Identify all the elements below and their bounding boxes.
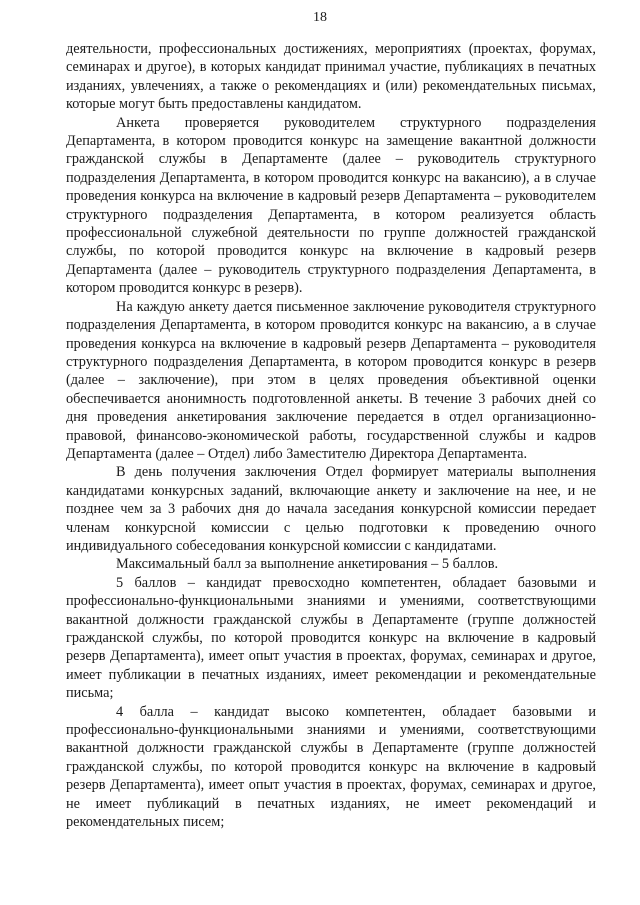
page-number: 18 xyxy=(313,10,327,25)
document-body xyxy=(66,40,596,831)
paragraph: Анкета проверяется руководителем структурного подразделения Департамента, в котором проводится конкурс на замещение вакантной должности гражданской службы в Департаменте (далее – руководитель структурного подразделения Департамента, в котором проводится конкурс на вакансию), а в случае проведения конкурса на включение в кадровый резерв Департамента – руководителем структурного подразделения Департамента, в котором реализуется область профессиональной служебной деятельности по группе должностей гражданской службы, по которой проводится конкурс на включение в кадровый резерв Департамента (далее – руководитель структурного подразделения Департамента, в котором проводится конкурс в резерв). xyxy=(66,114,596,297)
paragraph: 5 баллов – кандидат превосходно компетентен, обладает базовыми и профессионально-функциональными знаниями и умениями, соответствующими вакантной должности гражданской службы в Департаменте (группе должностей гражданской службы, по которой проводится конкурс на включение в кадровый резерв Департамента), имеет опыт участия в проектах, форумах, семинарах и другое, имеет публикации в печатных изданиях, имеет рекомендации и рекомендательные письма; xyxy=(66,574,596,702)
paragraph: На каждую анкету дается письменное заключение руководителя структурного подразделения Департамента, в котором проводится конкурс на вакансию, а в случае проведения конкурса на включение в кадровый резерв Департамента – руководителя структурного подразделения Департамента, в котором проводится конкурс в резерв (далее – заключение), при этом в целях проведения объективной оценки обеспечивается анонимность подготовленной анкеты. В течение 3 рабочих дней со дня проведения анкетирования заключение передается в отдел организационно-правовой, финансово-экономической работы, государственной службы и кадров Департамента (далее – Отдел) либо Заместителю Директора Департамента. xyxy=(66,298,596,462)
paragraph: В день получения заключения Отдел формирует материалы выполнения кандидатами конкурсных заданий, включающие анкету и заключение на нее, и не позднее чем за 3 рабочих дня до начала заседания конкурсной комиссии передает членам конкурсной комиссии с целью подготовки к проведению очного индивидуального собеседования конкурсной комиссии с кандидатами. xyxy=(66,464,596,554)
paragraph: Максимальный балл за выполнение анкетирования – 5 баллов. xyxy=(116,556,499,573)
paragraph: 4 балла – кандидат высоко компетентен, обладает базовыми и профессионально-функциональными знаниями и умениями, соответствующими вакантной должности гражданской службы в Департаменте (группе должностей гражданской службы, по которой проводится конкурс на включение в кадровый резерв Департамента), имеет опыт участия в проектах, форумах, семинарах и другое, не имеет публикаций в печатных изданиях, не имеет рекомендаций и рекомендательных писем; xyxy=(66,703,596,831)
paragraph: деятельности, профессиональных достижениях, мероприятиях (проектах, форумах, семинарах и другое), в которых кандидат принимал участие, публикациях в печатных изданиях, увлечениях, а также о рекомендациях и (или) рекомендательных письмах, которые могут быть предоставлены кандидатом. xyxy=(66,41,596,113)
